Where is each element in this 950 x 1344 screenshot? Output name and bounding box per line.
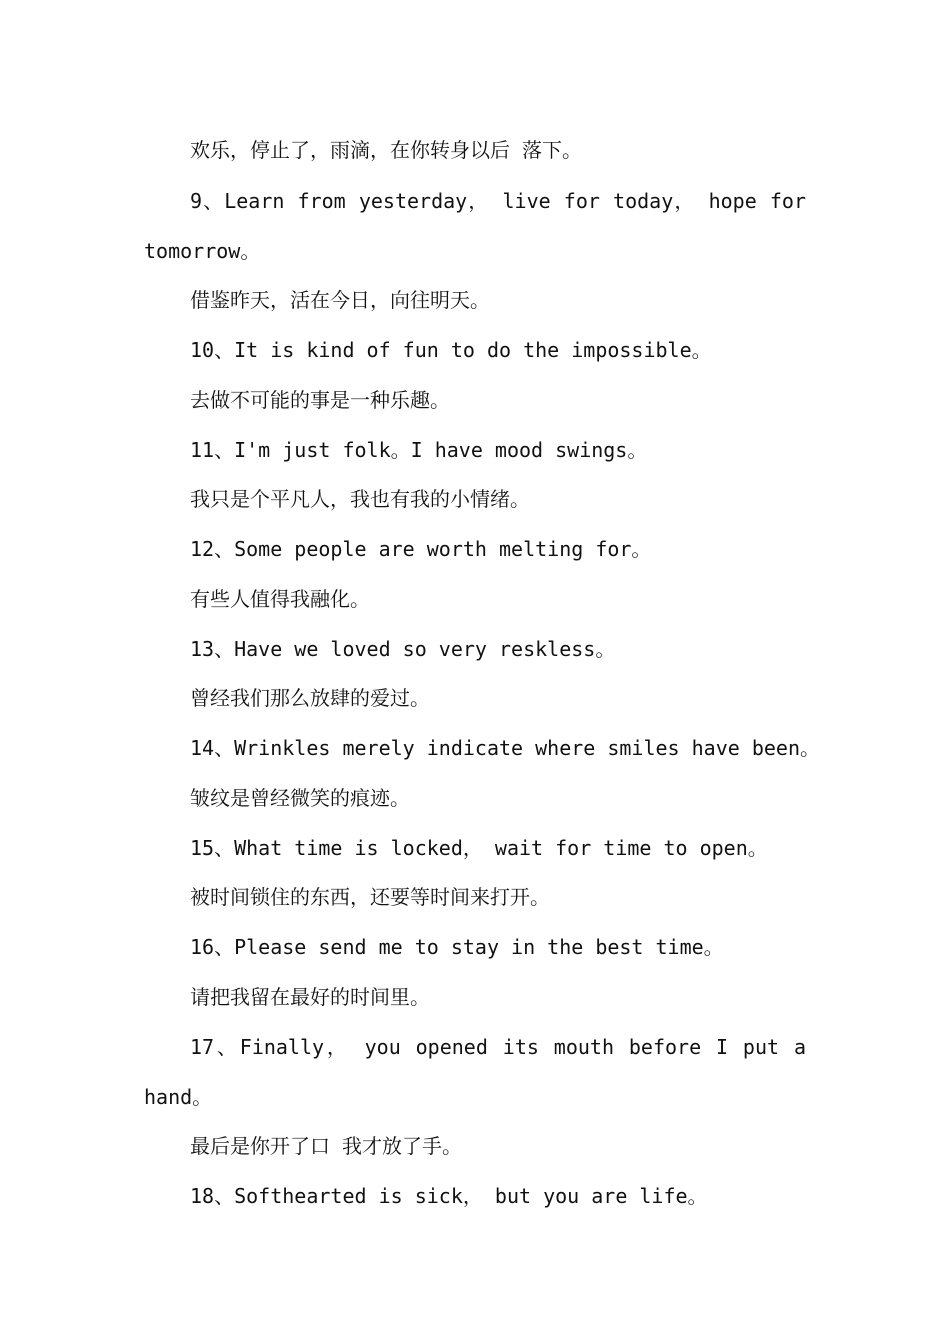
text-line: 有些人值得我融化。 <box>190 587 370 611</box>
text-line: 9、Learn from yesterday， live for today， hope for <box>190 189 806 213</box>
text-line: 欢乐，停止了，雨滴，在你转身以后 落下。 <box>190 138 583 162</box>
text-line: 最后是你开了口 我才放了手。 <box>190 1134 463 1158</box>
text-line: 11、I'm just folk。I have mood swings。 <box>190 438 648 462</box>
text-line: 15、What time is locked， wait for time to open。 <box>190 836 768 860</box>
text-line: 17、Finally， you opened its mouth before I put a <box>190 1035 806 1059</box>
text-line: 18、Softhearted is sick， but you are life。 <box>190 1184 708 1208</box>
text-line: 被时间锁住的东西，还要等时间来打开。 <box>190 885 550 909</box>
text-line: 我只是个平凡人，我也有我的小情绪。 <box>190 487 530 511</box>
text-line: 12、Some people are worth melting for。 <box>190 537 652 561</box>
text-line: tomorrow。 <box>144 239 261 263</box>
text-line: 去做不可能的事是一种乐趣。 <box>190 388 450 412</box>
text-line: 曾经我们那么放肆的爱过。 <box>190 686 430 710</box>
text-line: 14、Wrinkles merely indicate where smiles have been。 <box>190 736 821 760</box>
text-line: 16、Please send me to stay in the best time。 <box>190 935 724 959</box>
text-line: hand。 <box>144 1085 213 1109</box>
text-line: 10、It is kind of fun to do the impossible。 <box>190 338 712 362</box>
text-line: 皱纹是曾经微笑的痕迹。 <box>190 786 410 810</box>
text-line: 请把我留在最好的时间里。 <box>190 985 430 1009</box>
text-line: 借鉴昨天，活在今日，向往明天。 <box>190 288 490 312</box>
text-line: 13、Have we loved so very reskless。 <box>190 637 616 661</box>
